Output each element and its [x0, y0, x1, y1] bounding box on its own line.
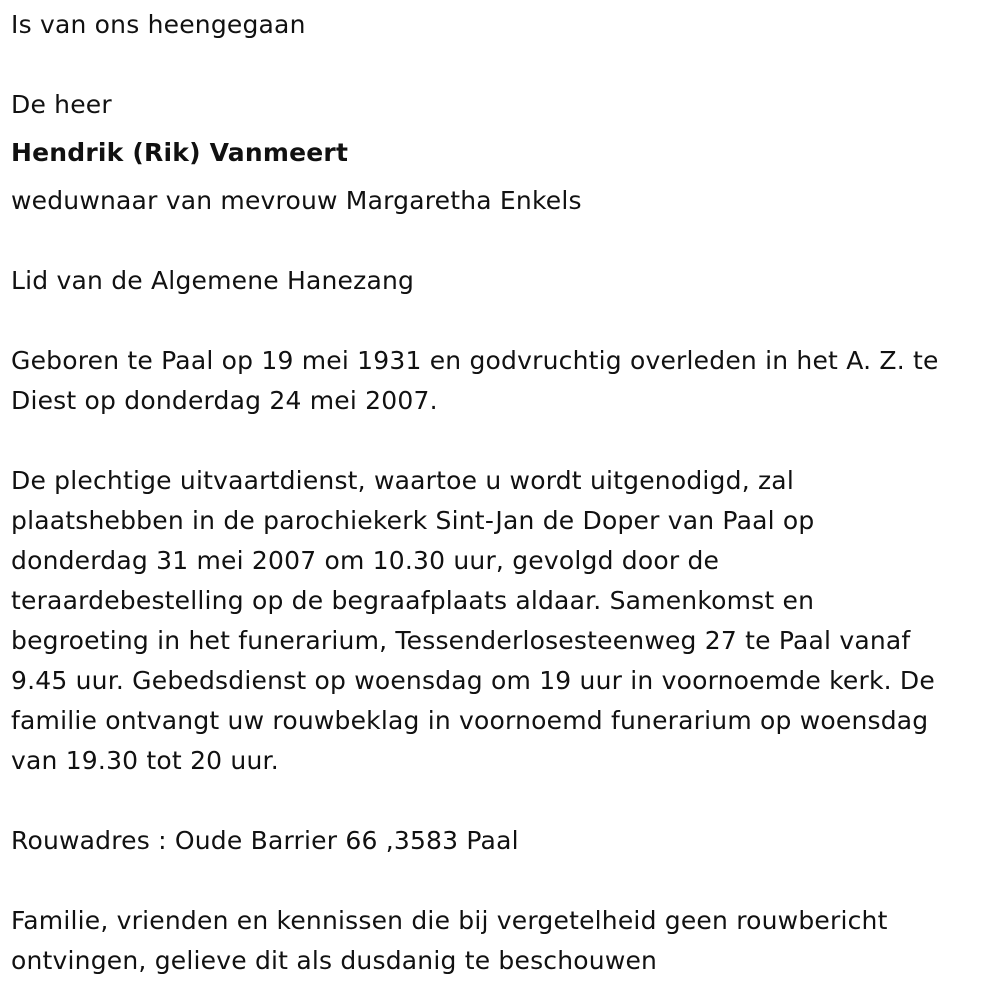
membership-line: Lid van de Algemene Hanezang [11, 266, 415, 295]
spouse-line: weduwnaar van mevrouw Margaretha Enkels [11, 186, 582, 215]
intro-line: Is van ons heengegaan [11, 10, 306, 39]
funeral-line: van 19.30 tot 20 uur. [11, 746, 279, 775]
funeral-line: familie ontvangt uw rouwbeklag in voornoemd funerarium op woensdag [11, 706, 929, 735]
funeral-line: teraardebestelling op de begraafplaats aldaar. Samenkomst en [11, 586, 815, 615]
closing-line: ontvingen, gelieve dit als dusdanig te beschouwen [11, 946, 658, 975]
funeral-line: De plechtige uitvaartdienst, waartoe u wordt uitgenodigd, zal [11, 466, 794, 495]
closing-line: Familie, vrienden en kennissen die bij vergetelheid geen rouwbericht [11, 906, 888, 935]
funeral-line: 9.45 uur. Gebedsdienst op woensdag om 19 uur in voornoemde kerk. De [11, 666, 935, 695]
funeral-line: donderdag 31 mei 2007 om 10.30 uur, gevolgd door de [11, 546, 720, 575]
title-line: De heer [11, 90, 112, 119]
mourning-address: Rouwadres : Oude Barrier 66 ,3583 Paal [11, 826, 519, 855]
funeral-line: begroeting in het funerarium, Tessenderlosesteenweg 27 te Paal vanaf [11, 626, 911, 655]
deceased-name: Hendrik (Rik) Vanmeert [11, 138, 349, 167]
funeral-line: plaatshebben in de parochiekerk Sint-Jan de Doper van Paal op [11, 506, 815, 535]
birth-death-line: Diest op donderdag 24 mei 2007. [11, 386, 438, 415]
birth-death-line: Geboren te Paal op 19 mei 1931 en godvruchtig overleden in het A. Z. te [11, 346, 939, 375]
